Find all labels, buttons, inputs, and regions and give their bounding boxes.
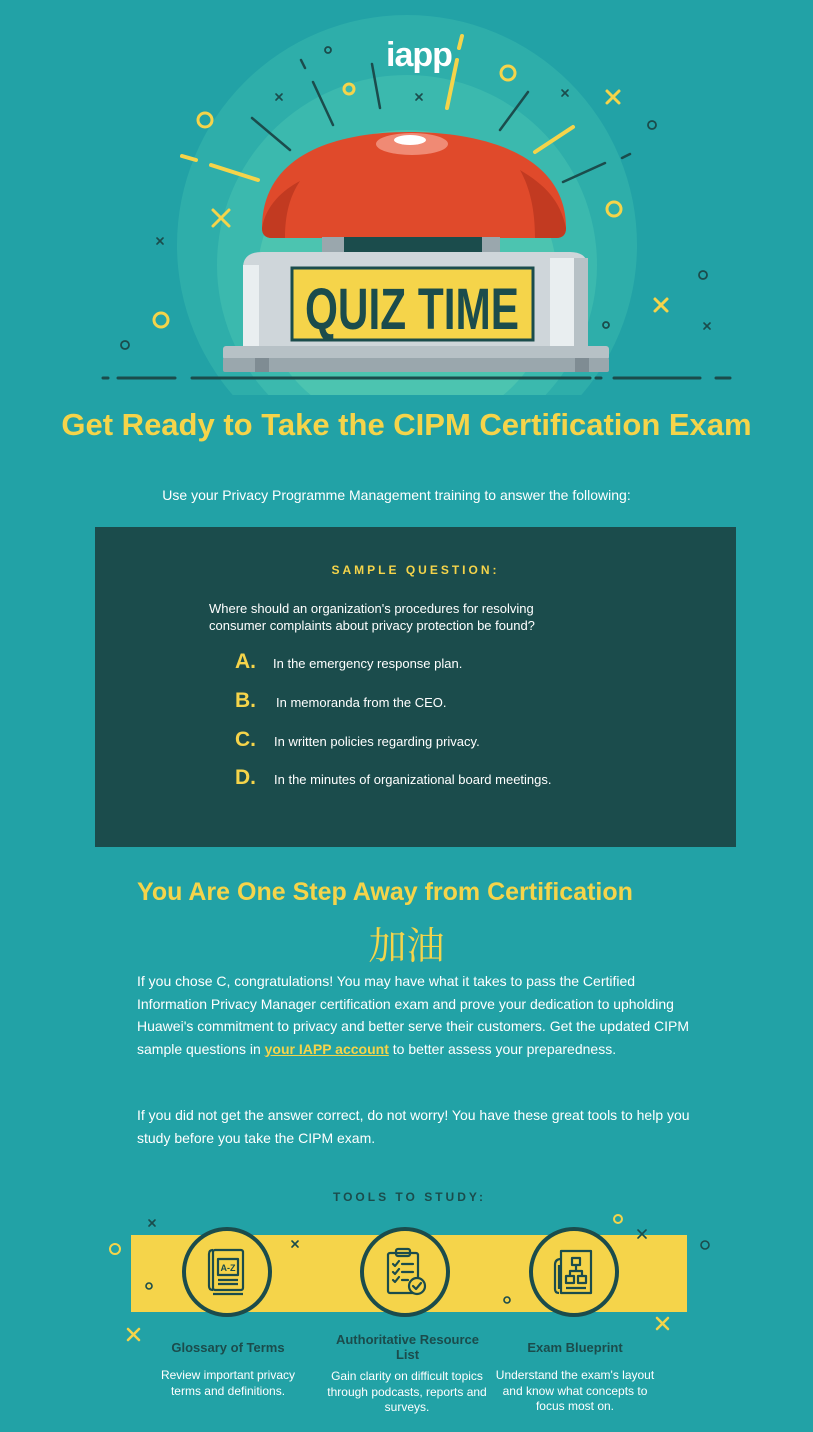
- tool-title-glossary[interactable]: Glossary of Terms: [171, 1340, 285, 1355]
- question-text: Where should an organization's procedures for resolving consumer complaints about privacy protection be found?: [209, 601, 535, 633]
- blueprint-document-icon: [547, 1245, 601, 1299]
- glossary-circle[interactable]: [182, 1227, 272, 1317]
- answer-letter: A.: [235, 650, 256, 673]
- sample-question-heading: SAMPLE QUESTION:: [331, 563, 500, 577]
- answer-letter: B.: [235, 689, 256, 712]
- encourage-paragraph: If you did not get the answer correct, do not worry! You have these great tools to help you study before you take the CIPM exam.: [137, 1107, 690, 1146]
- tool-desc-blueprint: Understand the exam's layout and know what concepts to focus most on.: [495, 1368, 655, 1413]
- tool-desc-resources: Gain clarity on difficult topics through podcasts, reports and surveys.: [327, 1369, 487, 1414]
- answer-text: In memoranda from the CEO.: [276, 695, 447, 710]
- glossary-book-icon: [200, 1245, 254, 1299]
- clipboard-checklist-icon: [378, 1245, 432, 1299]
- glossary-icon-label: A-Z: [220, 1263, 236, 1273]
- answer-letter: D.: [235, 766, 256, 789]
- answer-text: In written policies regarding privacy.: [274, 734, 480, 749]
- resource-list-circle[interactable]: [360, 1227, 450, 1317]
- answer-text: In the emergency response plan.: [273, 656, 463, 671]
- exam-blueprint-circle[interactable]: [529, 1227, 619, 1317]
- quiz-time-sign-text: QUIZ TIME: [305, 277, 519, 342]
- tool-title-blueprint[interactable]: Exam Blueprint: [527, 1340, 623, 1355]
- iapp-logo[interactable]: iapp: [386, 36, 452, 74]
- tools-heading: TOOLS TO STUDY:: [332, 1190, 486, 1204]
- page-title: Get Ready to Take the CIPM Certification Exam: [61, 407, 752, 442]
- tool-title-resources[interactable]: Authoritative Resource List: [335, 1332, 480, 1362]
- page-subtitle: Use your Privacy Programme Management training to answer the following:: [162, 487, 631, 503]
- sample-question-card: [95, 527, 736, 847]
- tool-desc-glossary: Review important privacy terms and definitions.: [160, 1368, 296, 1398]
- congrats-text: If you chose C, congratulations! You may have what it takes to pass the Certified Information Privacy Manager certification exam and prove your dedication to upholding Huawei's commitment to privacy and better serve their customers. Get the updated CIPM sample questions in: [137, 973, 690, 1057]
- congrats-paragraph: [137, 970, 692, 1060]
- congrats-text-end: to better assess your preparedness.: [388, 1040, 617, 1057]
- answer-text: In the minutes of organizational board meetings.: [274, 772, 552, 787]
- iapp-account-link[interactable]: your IAPP account: [264, 1040, 389, 1057]
- certification-step-title: You Are One Step Away from Certification: [137, 878, 633, 906]
- answer-letter: C.: [235, 728, 256, 751]
- cheer-text: 加油: [368, 926, 445, 968]
